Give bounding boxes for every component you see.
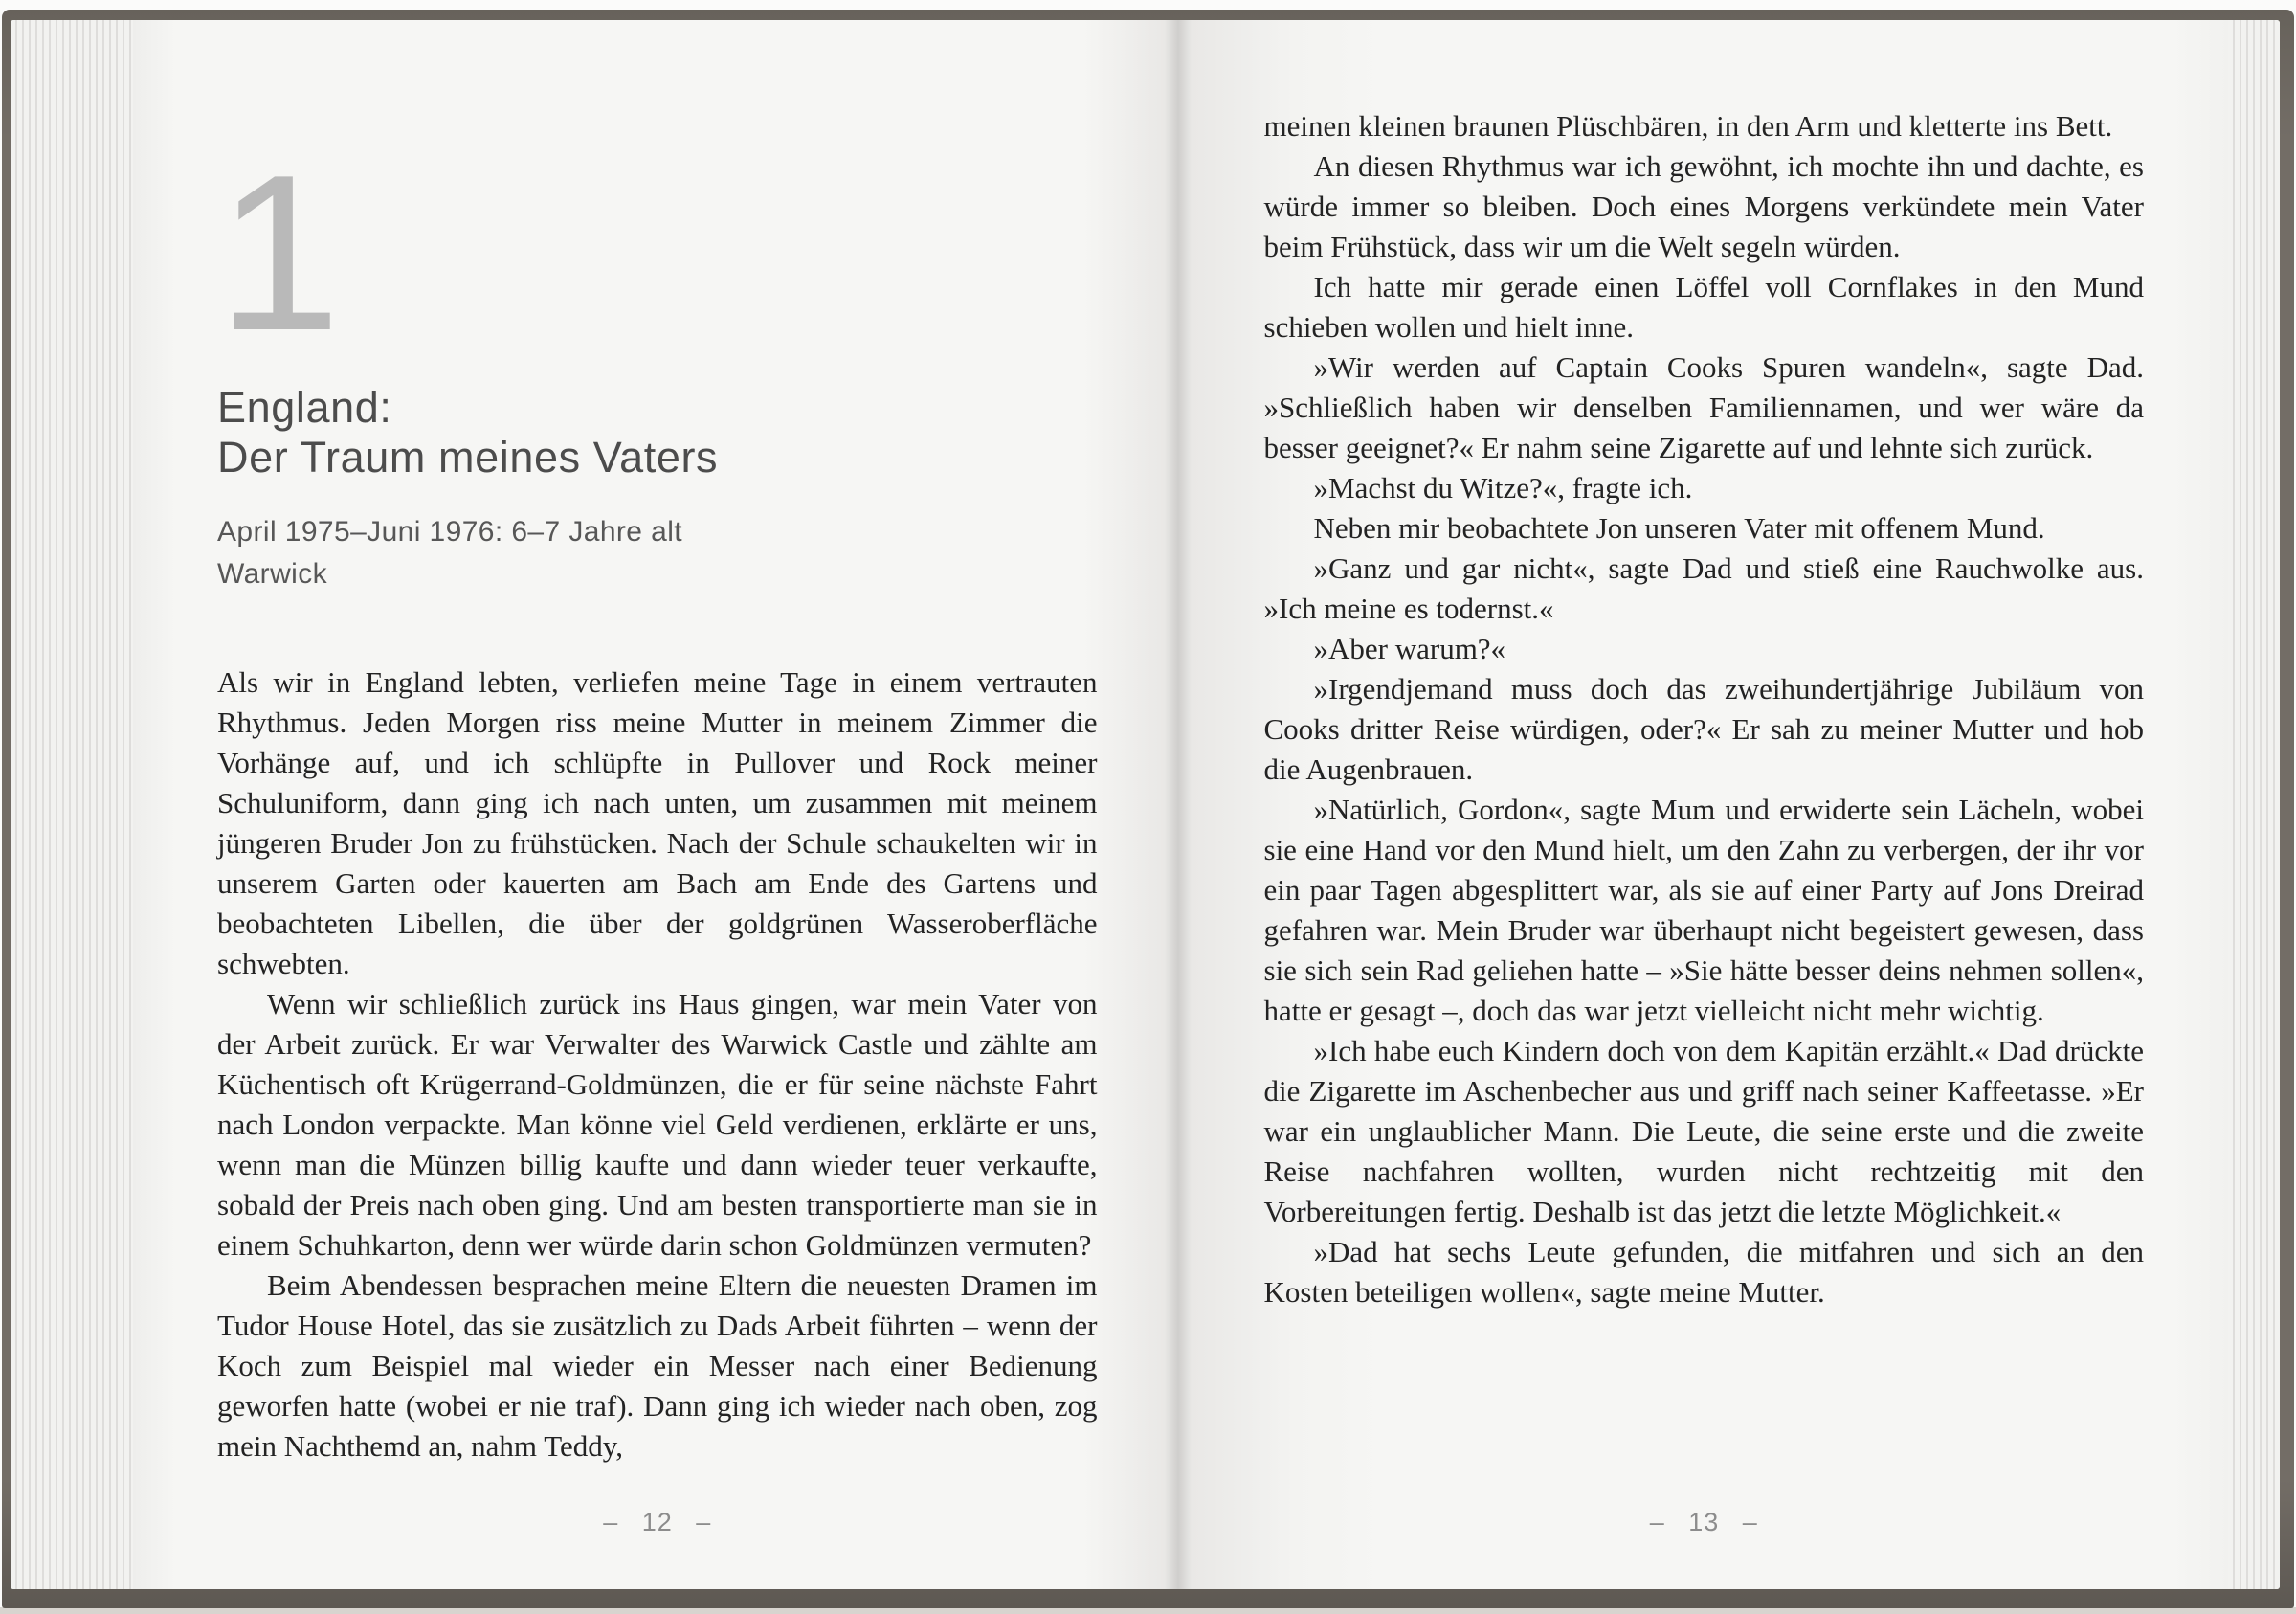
paragraph: »Natürlich, Gordon«, sagte Mum und erwiderte sein Lächeln, wobei sie eine Hand vor den Mund hielt, um den Zahn zu verbergen, der ihr vor ein paar Tagen abgesplittert war, als sie auf einer Party auf Jons Dreirad gefahren war. Mein Bruder war überhaupt nicht begeistert gewesen, dass sie sich sein Rad geliehen hatte – »Sie hätte besser deins nehmen sollen«, hatte er gesagt –, doch das war jetzt vielleicht nicht mehr wichtig. — [1263, 793, 2144, 1027]
paragraph: Wenn wir schließlich zurück ins Haus gingen, war mein Vater von der Arbeit zurück. Er war Verwalter des Warwick Castle und zählte am Küchentisch oft Krügerrand-Goldmünzen, die er für seine nächste Fahrt nach London verpackte. Man könne viel Geld verdienen, erklärte er uns, wenn man die Münzen billig kaufte und dann wieder teuer verkaufte, sobald der Preis nach oben ging. Und am besten transportierte man sie in einem Schuhkarton, denn wer würde darin schon Goldmünzen vermuten? — [217, 987, 1098, 1262]
left-page-body-text — [217, 662, 1098, 1467]
page-stack-edge-left — [11, 20, 133, 1589]
chapter-number: 1 — [217, 129, 342, 377]
paragraph: »Machst du Witze?«, fragte ich. — [1313, 471, 1693, 504]
open-book — [2, 10, 2294, 1608]
paragraph: »Ganz und gar nicht«, sagte Dad und stieß eine Rauchwolke aus. »Ich meine es todernst.« — [1263, 551, 2144, 625]
paragraph: An diesen Rhythmus war ich gewöhnt, ich mochte ihn und dachte, es würde immer so bleiben. Doch eines Morgens verkündete mein Vater beim Frühstück, dass wir um die Welt segeln würden. — [1263, 149, 2144, 263]
paragraph: Als wir in England lebten, verliefen meine Tage in einem vertrauten Rhythmus. Jeden Morgen riss meine Mutter in meinem Zimmer die Vorhänge auf, und ich schlüpfte in Pullover und Rock meiner Schuluniform, dann ging ich nach unten, um zusammen mit meinem jüngeren Bruder Jon zu frühstücken. Nach der Schule schaukelten wir in unserem Garten oder kauerten am Bach am Ende des Gartens und beobachteten Libellen, die über der goldgrünen Wasseroberfläche schwebten. — [217, 665, 1098, 980]
chapter-title-line-1: England: — [217, 383, 392, 432]
paragraph: »Dad hat sechs Leute gefunden, die mitfahren und sich an den Kosten beteiligen wollen«, sagte meine Mutter. — [1263, 1235, 2144, 1309]
right-page-body-text — [1264, 106, 2145, 1312]
left-page-number: – 12 – — [603, 1508, 712, 1536]
paragraph: meinen kleinen braunen Plüschbären, in den Arm und kletterte ins Bett. — [1263, 109, 2113, 143]
paragraph: Ich hatte mir gerade einen Löffel voll Cornflakes in den Mund schieben wollen und hielt inne. — [1263, 270, 2144, 344]
page-stack-edge-right — [2228, 20, 2280, 1589]
table-edge — [0, 1607, 2296, 1614]
right-page-number: – 13 – — [1649, 1508, 1758, 1536]
paragraph: »Irgendjemand muss doch das zweihundertjährige Jubiläum von Cooks dritter Reise würdigen, oder?« Er sah zu meiner Mutter und hob die Augenbrauen. — [1263, 672, 2144, 786]
left-page — [133, 20, 1178, 1589]
paragraph: Beim Abendessen besprachen meine Eltern die neuesten Dramen im Tudor House Hotel, das sie zusätzlich zu Dads Arbeit führten – wenn der Koch zum Beispiel mal wieder ein Messer nach einer Bedienung geworfen hatte (wobei er nie traf). Dann ging ich wieder nach oben, zog mein Nachthemd an, nahm Teddy, — [217, 1268, 1098, 1463]
chapter-subtitle-dates: April 1975–Juni 1976: 6–7 Jahre alt — [217, 516, 683, 548]
paragraph: »Wir werden auf Captain Cooks Spuren wandeln«, sagte Dad. »Schließlich haben wir denselben Familiennamen, und wer wäre da besser geeignet?« Er nahm seine Zigarette auf und lehnte sich zurück. — [1263, 350, 2144, 464]
paragraph: »Ich habe euch Kindern doch von dem Kapitän erzählt.« Dad drückte die Zigarette im Aschenbecher aus und griff nach seiner Kaffeetasse. »Er war ein unglaublicher Mann. Die Leute, die seine erste und die zweite Reise nachfahren wollten, wurden nicht rechtzeitig mit den Vorbereitungen fertig. Deshalb ist das jetzt die letzte Möglichkeit.« — [1263, 1034, 2144, 1228]
chapter-subtitle-place: Warwick — [217, 558, 328, 590]
chapter-title — [217, 383, 1098, 482]
chapter-title-line-2: Der Traum meines Vaters — [217, 433, 719, 482]
page-spread — [11, 20, 2280, 1589]
right-page — [1178, 20, 2229, 1589]
paragraph: »Aber warum?« — [1313, 632, 1506, 665]
chapter-subtitle — [217, 511, 1098, 595]
paragraph: Neben mir beobachtete Jon unseren Vater mit offenem Mund. — [1313, 511, 2045, 545]
